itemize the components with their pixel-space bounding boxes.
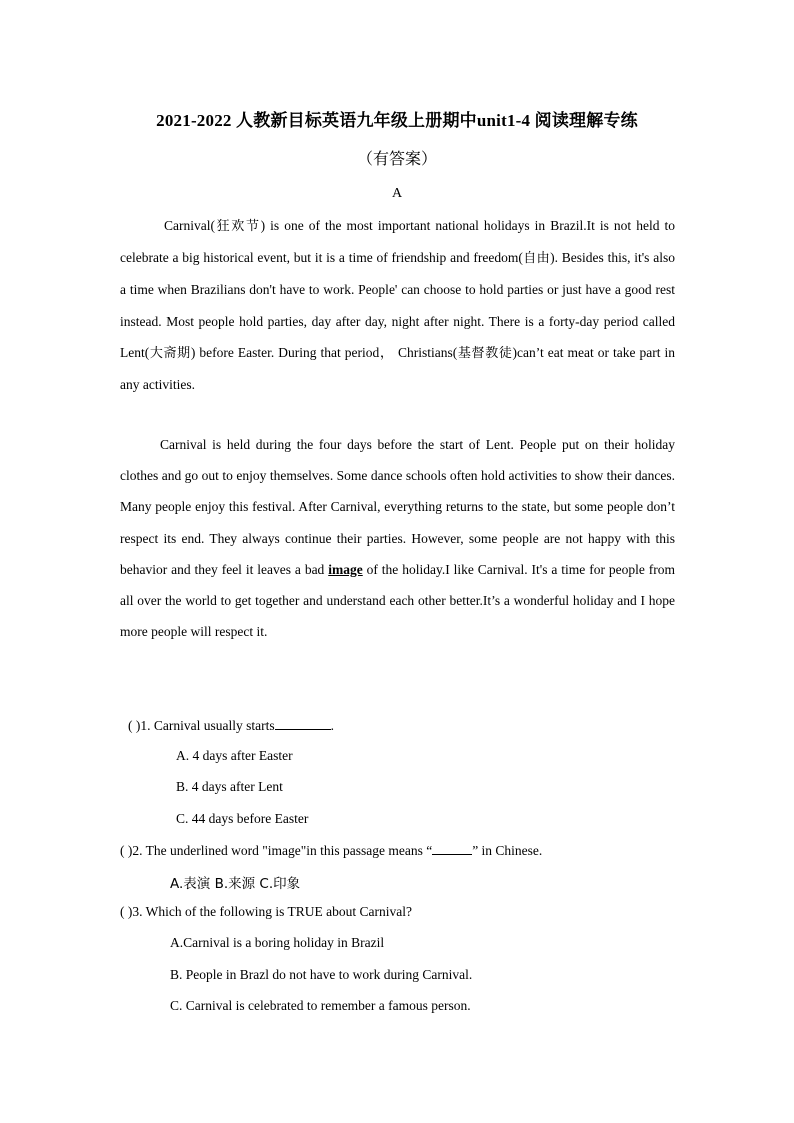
p1-text-1: Carnival( [164,218,215,233]
question-1 [128,717,334,734]
document-subtitle: （有答案） [356,151,437,168]
question-3-option-b: B. People in Brazl do not have to work during Carnival. [170,967,473,982]
answer-blank [432,842,472,855]
p1-text-4: ) before Easter. During that period， Christians( [190,344,458,360]
passage-paragraph-1 [120,210,675,400]
passage-paragraph-2 [120,429,675,647]
question-3-option-a: A.Carnival is a boring holiday in Brazil [170,935,385,950]
p1-cn-4: 基督教徒 [457,345,513,361]
p2-text-1: Carnival is held during the four days before the start of Lent. People put on their holiday clothes and go out to enjoy themselves. Some dance schools often hold activities to show their dances. Many people enjoy this festival. After Carnival, everything returns to the state, but some people don’t respect its end. They always continue their parties. However, some people are not happy with this behavior and they feel it leaves a bad [120,437,675,577]
question-1-stem: ( )1. Carnival usually starts [128,718,275,733]
p1-cn-2: 自由 [522,251,551,267]
question-3-stem: ( )3. Which of the following is TRUE about Carnival? [120,904,412,919]
question-2 [120,842,542,859]
question-2-stem: ( )2. The underlined word "image"in this passage means “ [120,843,433,858]
p1-cn-1: 狂欢节 [214,219,261,234]
question-2-options: A.表演 B.来源 C.印象 [170,876,301,892]
answer-blank [275,717,331,730]
p1-text-5: )can’t eat meat or take part in any activities. [120,344,675,393]
p1-text-3: ). Besides this, it's also a time when Brazilians don't have to work. People' can choose to hold parties or just have a good rest instead. Most people hold parties, day after day, night after night. There is a forty-day period called Lent( [120,250,675,360]
p1-text-2: ) is one of the most important national holidays in Brazil.It is not held to celebrate a big historical event, but it is a time of friendship and freedom( [120,218,675,266]
document-title: 2021-2022 人教新目标英语九年级上册期中unit1-4 阅读理解专练 [156,111,638,130]
underlined-keyword: image [328,561,363,577]
section-label: A [391,186,403,201]
p2-text-2: of the holiday.I like Carnival. It's a time for people from all over the world to get together and understand each other better.It’s a wonderful holiday and I hope more people will respect it. [120,561,676,640]
question-3-option-c: C. Carnival is celebrated to remember a famous person. [170,998,471,1013]
question-1-option-a: A. 4 days after Easter [176,748,293,763]
question-1-option-b: B. 4 days after Lent [176,779,283,794]
question-1-option-c: C. 44 days before Easter [176,811,309,826]
question-1-tail: . [330,718,334,733]
question-2-tail: ” in Chinese. [472,843,543,858]
p1-cn-3: 大斋期 [149,345,191,361]
